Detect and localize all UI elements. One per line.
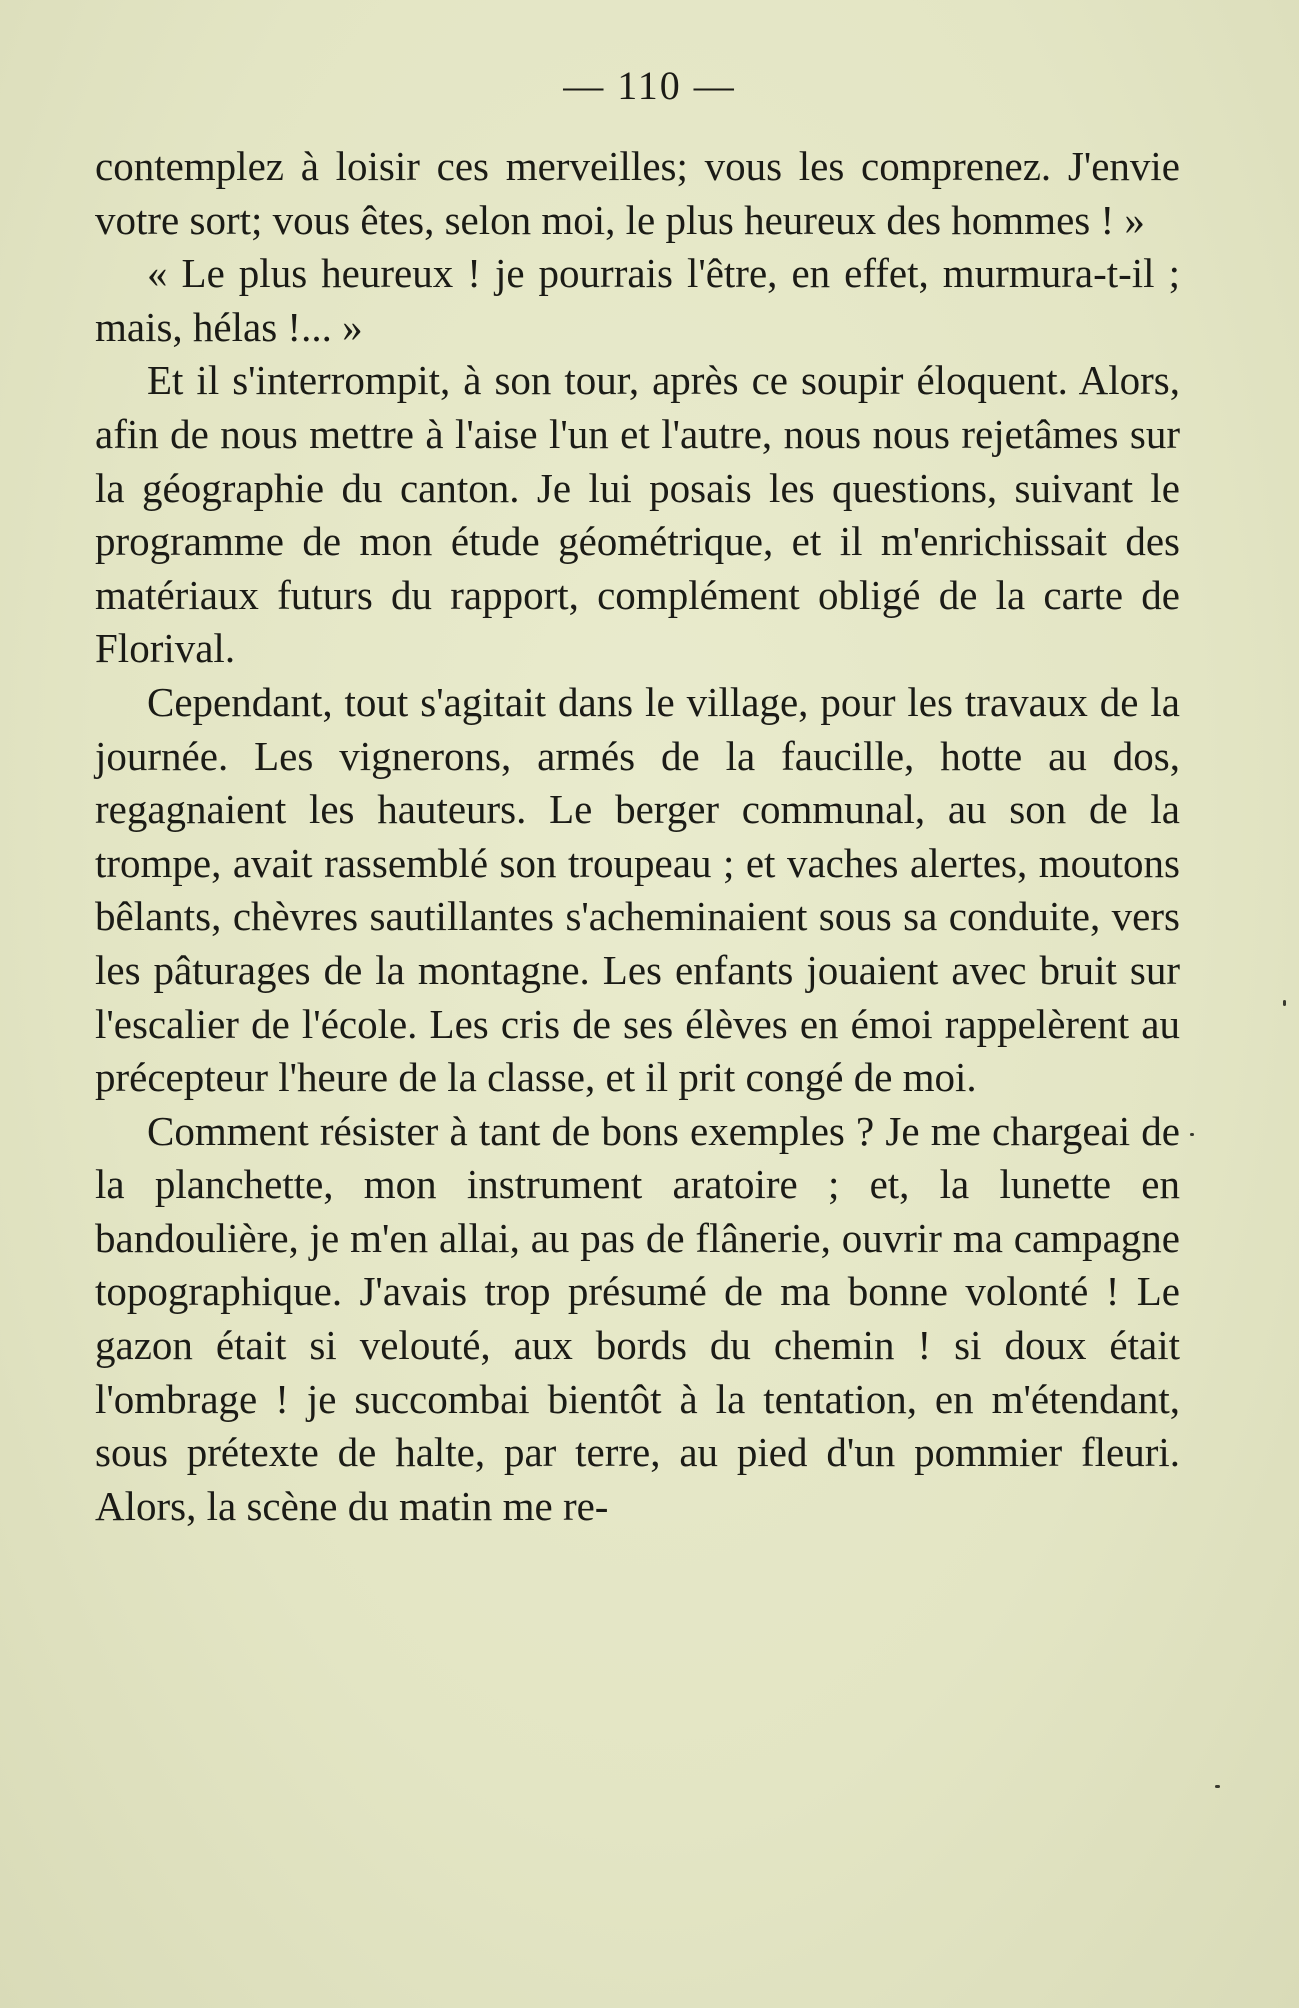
paragraph-5: Comment résister à tant de bons exemples ? Je me chargeai de la planchette, mon instrument aratoire ; et, la lunette en bandoulière, je m'en allai, au pas de flânerie, ouvrir ma campagne topographique. J'avais trop présumé de ma bonne volonté ! Le gazon était si velouté, aux bords du chemin ! si doux était l'ombrage ! je succombai bientôt à la tentation, en m'étendant, sous prétexte de halte, par terre, au pied d'un pommier fleuri. Alors, la scène du matin me re-: [95, 1107, 1180, 1529]
page-number: — 110 —: [563, 63, 736, 108]
paragraph-1: contemplez à loisir ces merveilles; vous les comprenez. J'envie votre sort; vous êtes, selon moi, le plus heureux des hommes ! »: [95, 143, 1180, 243]
paragraph-2: « Le plus heureux ! je pourrais l'être, en effet, murmura-t-il ; mais, hélas !... »: [95, 250, 1180, 350]
ink-speck: [1215, 1785, 1220, 1788]
body-text: [95, 140, 1180, 1533]
paragraph-3: Et il s'interrompit, à son tour, après ce soupir éloquent. Alors, afin de nous mettre à l'aise l'un et l'autre, nous nous rejetâmes sur la géographie du canton. Je lui posais les questions, suivant le programme de mon étude géométrique, et il m'enrichissait des matériaux futurs du rapport, complément obligé de la carte de Florival.: [95, 357, 1180, 672]
ink-speck: [1283, 1000, 1286, 1006]
ink-speck: [1190, 1133, 1194, 1136]
paragraph-4: Cependant, tout s'agitait dans le village, pour les travaux de la journée. Les vignerons, armés de la faucille, hotte au dos, regagnaient les hauteurs. Le berger communal, au son de la trompe, avait rassemblé son troupeau ; et vaches alertes, moutons bêlants, chèvres sautillantes s'acheminaient sous sa conduite, vers les pâturages de la montagne. Les enfants jouaient avec bruit sur l'escalier de l'école. Les cris de ses élèves en émoi rappelèrent au précepteur l'heure de la classe, et il prit congé de moi.: [95, 678, 1180, 1101]
